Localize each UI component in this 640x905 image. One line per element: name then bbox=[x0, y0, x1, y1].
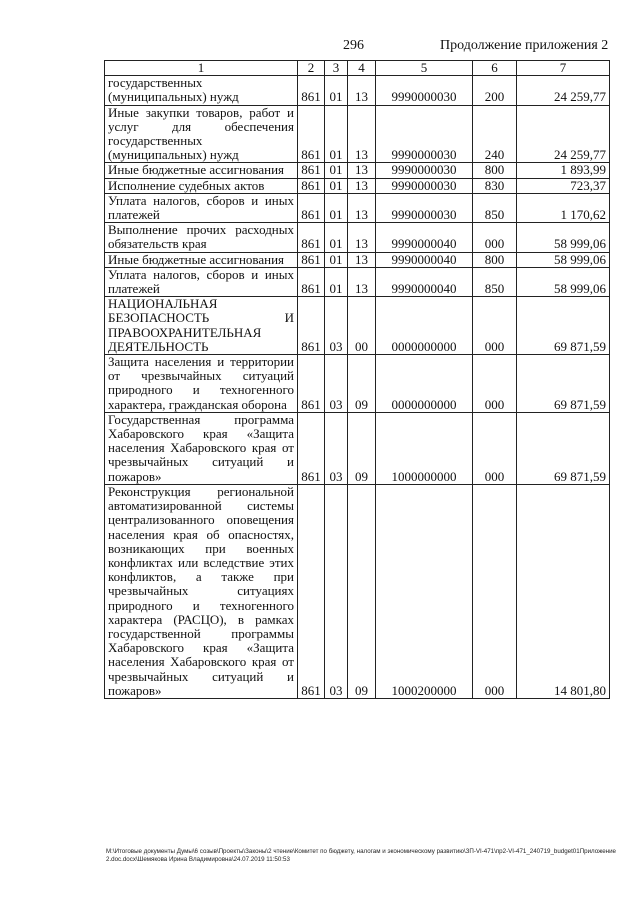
amount: 14 801,80 bbox=[517, 484, 610, 698]
expense-type-code: 850 bbox=[473, 193, 517, 222]
subsection-code: 13 bbox=[348, 178, 376, 193]
subsection-code: 13 bbox=[348, 252, 376, 267]
amount: 24 259,77 bbox=[517, 105, 610, 163]
row-name: государственных (муниципальных) нужд bbox=[105, 76, 298, 105]
amount: 69 871,59 bbox=[517, 355, 610, 413]
ministry-code: 861 bbox=[298, 484, 325, 698]
section-code: 01 bbox=[325, 76, 348, 105]
row-name: Иные бюджетные ассигнования bbox=[105, 163, 298, 178]
subsection-code: 13 bbox=[348, 193, 376, 222]
table-row bbox=[105, 178, 610, 193]
table-row bbox=[105, 105, 610, 163]
table-row bbox=[105, 412, 610, 484]
subsection-code: 13 bbox=[348, 223, 376, 252]
row-name: Уплата налогов, сборов и иных платежей bbox=[105, 267, 298, 296]
target-article-code: 9990000030 bbox=[376, 163, 473, 178]
row-name: Реконструкция региональной автоматизированной системы централизованного оповещения населения края об опасностях, возникающих при военных конфликтах или вследствие этих конфликтов, а также при чрезвычайных ситуациях природного и техногенного характера (РАСЦО), в рамках государственной программы Хабаровского края «Защита населения Хабаровского края от чрезвычайных ситуаций и пожаров» bbox=[105, 484, 298, 698]
target-article-code: 1000200000 bbox=[376, 484, 473, 698]
amount: 69 871,59 bbox=[517, 297, 610, 355]
ministry-code: 861 bbox=[298, 267, 325, 296]
section-code: 03 bbox=[325, 297, 348, 355]
section-code: 01 bbox=[325, 267, 348, 296]
section-code: 01 bbox=[325, 223, 348, 252]
row-name: Исполнение судебных актов bbox=[105, 178, 298, 193]
amount: 1 893,99 bbox=[517, 163, 610, 178]
target-article-code: 9990000030 bbox=[376, 193, 473, 222]
section-code: 01 bbox=[325, 193, 348, 222]
row-name: Защита населения и территории от чрезвычайных ситуаций природного и техногенного характера, гражданская оборона bbox=[105, 355, 298, 413]
section-code: 01 bbox=[325, 178, 348, 193]
subsection-code: 09 bbox=[348, 484, 376, 698]
amount: 723,37 bbox=[517, 178, 610, 193]
target-article-code: 9990000040 bbox=[376, 252, 473, 267]
target-article-code: 9990000030 bbox=[376, 178, 473, 193]
row-name: Иные закупки товаров, работ и услуг для обеспечения государственных (муниципальных) нужд bbox=[105, 105, 298, 163]
page-number: 296 bbox=[343, 38, 364, 53]
row-name: НАЦИОНАЛЬНАЯ БЕЗОПАСНОСТЬ И ПРАВООХРАНИТЕЛЬНАЯ ДЕЯТЕЛЬНОСТЬ bbox=[105, 297, 298, 355]
ministry-code: 861 bbox=[298, 163, 325, 178]
expense-type-code: 800 bbox=[473, 163, 517, 178]
subsection-code: 13 bbox=[348, 267, 376, 296]
expense-type-code: 000 bbox=[473, 412, 517, 484]
column-header: 2 bbox=[298, 61, 325, 76]
column-header: 1 bbox=[105, 61, 298, 76]
subsection-code: 00 bbox=[348, 297, 376, 355]
row-name: Иные бюджетные ассигнования bbox=[105, 252, 298, 267]
subsection-code: 09 bbox=[348, 355, 376, 413]
amount: 24 259,77 bbox=[517, 76, 610, 105]
ministry-code: 861 bbox=[298, 412, 325, 484]
table-header-row bbox=[105, 61, 610, 76]
target-article-code: 9990000030 bbox=[376, 76, 473, 105]
column-header: 3 bbox=[325, 61, 348, 76]
expense-type-code: 000 bbox=[473, 297, 517, 355]
ministry-code: 861 bbox=[298, 105, 325, 163]
target-article-code: 0000000000 bbox=[376, 297, 473, 355]
expense-type-code: 830 bbox=[473, 178, 517, 193]
table-row bbox=[105, 355, 610, 413]
table-row bbox=[105, 223, 610, 252]
amount: 69 871,59 bbox=[517, 412, 610, 484]
amount: 1 170,62 bbox=[517, 193, 610, 222]
column-header: 6 bbox=[473, 61, 517, 76]
target-article-code: 9990000040 bbox=[376, 223, 473, 252]
subsection-code: 09 bbox=[348, 412, 376, 484]
column-header: 5 bbox=[376, 61, 473, 76]
ministry-code: 861 bbox=[298, 178, 325, 193]
ministry-code: 861 bbox=[298, 297, 325, 355]
row-name: Выполнение прочих расходных обязательств края bbox=[105, 223, 298, 252]
budget-table bbox=[104, 60, 610, 699]
expense-type-code: 800 bbox=[473, 252, 517, 267]
table-row bbox=[105, 252, 610, 267]
continuation-label: Продолжение приложения 2 bbox=[440, 38, 609, 53]
amount: 58 999,06 bbox=[517, 252, 610, 267]
target-article-code: 0000000000 bbox=[376, 355, 473, 413]
subsection-code: 13 bbox=[348, 76, 376, 105]
expense-type-code: 000 bbox=[473, 484, 517, 698]
amount: 58 999,06 bbox=[517, 223, 610, 252]
column-header: 7 bbox=[517, 61, 610, 76]
subsection-code: 13 bbox=[348, 105, 376, 163]
expense-type-code: 850 bbox=[473, 267, 517, 296]
section-code: 01 bbox=[325, 105, 348, 163]
ministry-code: 861 bbox=[298, 193, 325, 222]
table-row bbox=[105, 76, 610, 105]
target-article-code: 9990000030 bbox=[376, 105, 473, 163]
table-row bbox=[105, 193, 610, 222]
subsection-code: 13 bbox=[348, 163, 376, 178]
expense-type-code: 200 bbox=[473, 76, 517, 105]
table-row bbox=[105, 484, 610, 698]
ministry-code: 861 bbox=[298, 252, 325, 267]
expense-type-code: 240 bbox=[473, 105, 517, 163]
document-path-footer: M:\Итоговые документы Думы\6 созыв\Проекты\Законы\2 чтение\Комитет по бюджету, налогам и экономическому развитию\ЗП-VI-471\пр2-VI-471_240719_budget01Приложение 2.doc.docx\Шемякова Ирина Владимировна\24.07.2019 11:50:53 bbox=[106, 848, 616, 863]
section-code: 03 bbox=[325, 412, 348, 484]
table-row bbox=[105, 297, 610, 355]
ministry-code: 861 bbox=[298, 76, 325, 105]
expense-type-code: 000 bbox=[473, 355, 517, 413]
ministry-code: 861 bbox=[298, 223, 325, 252]
target-article-code: 9990000040 bbox=[376, 267, 473, 296]
section-code: 03 bbox=[325, 484, 348, 698]
column-header: 4 bbox=[348, 61, 376, 76]
table-row bbox=[105, 163, 610, 178]
table-row bbox=[105, 267, 610, 296]
section-code: 03 bbox=[325, 355, 348, 413]
row-name: Уплата налогов, сборов и иных платежей bbox=[105, 193, 298, 222]
row-name: Государственная программа Хабаровского края «Защита населения Хабаровского края от чрезвычайных ситуаций и пожаров» bbox=[105, 412, 298, 484]
expense-type-code: 000 bbox=[473, 223, 517, 252]
amount: 58 999,06 bbox=[517, 267, 610, 296]
ministry-code: 861 bbox=[298, 355, 325, 413]
section-code: 01 bbox=[325, 163, 348, 178]
section-code: 01 bbox=[325, 252, 348, 267]
target-article-code: 1000000000 bbox=[376, 412, 473, 484]
